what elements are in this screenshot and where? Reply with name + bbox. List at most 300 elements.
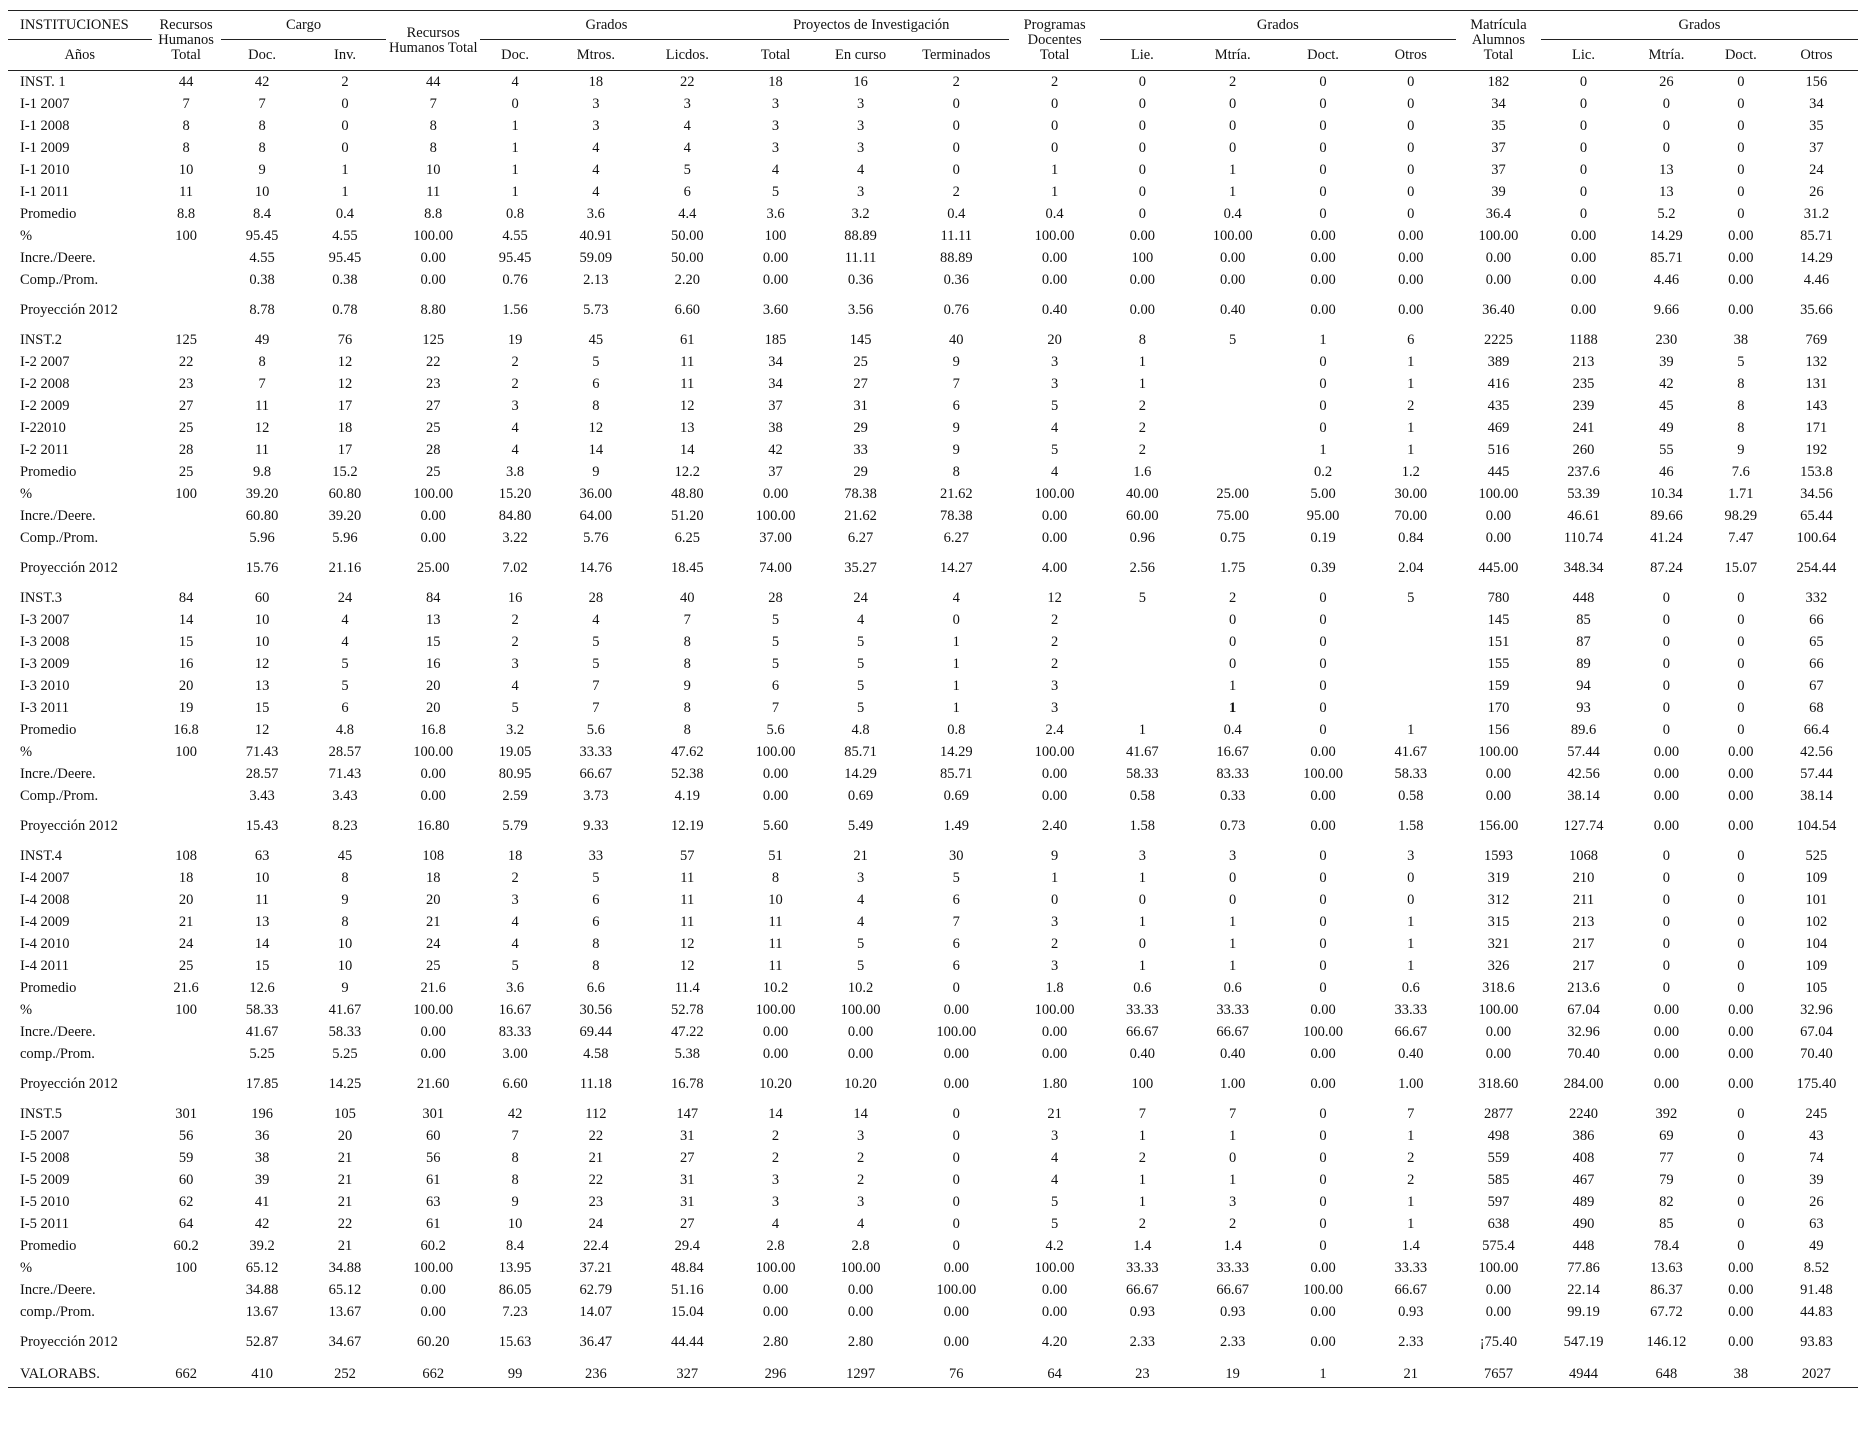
table-cell: 559 [1487,1150,1510,1166]
table-cell: 36 [254,1128,270,1144]
row-label: I-2 2008 [20,376,70,392]
table-row [8,1279,1858,1301]
table-cell: 11.18 [579,1076,612,1092]
table-cell: 6 [952,398,960,414]
table-cell: 11 [680,892,695,908]
table-cell: 31 [853,398,868,414]
table-cell: 2 [1050,936,1059,952]
table-cell: 46 [1659,464,1674,480]
table-cell: 143 [1805,398,1828,414]
table-cell: 36.4 [1485,206,1512,222]
table-cell: 662 [386,1361,480,1388]
row-label: Promedio [20,1238,77,1254]
table-cell: 638 [1487,1216,1510,1232]
table-cell: 0.00 [420,1024,446,1040]
table-cell: 0 [1737,96,1745,112]
table-row [8,955,1858,977]
table-cell: 2 [1138,1150,1146,1166]
table-cell: 2 [1050,612,1059,628]
table-cell: 4.00 [1041,560,1068,576]
table-row [8,587,1858,609]
table-cell: 237.6 [1567,464,1600,480]
table-cell: 12 [680,958,695,974]
row-label: Comp./Prom. [20,788,99,804]
table-cell: 1 [1050,184,1059,200]
row-label: comp./Prom. [20,1046,95,1062]
table-cell: 21.62 [844,508,877,524]
table-cell: 0.00 [1570,302,1597,318]
table-cell: 40 [949,332,964,348]
table-cell: 1 [1407,376,1415,392]
row-label: INST.2 [20,332,63,348]
table-cell: 34.88 [328,1260,362,1276]
table-cell: 1 [1319,442,1327,458]
table-cell: 1 [1138,870,1146,886]
table-cell: 5 [511,958,519,974]
table-cell: 0.38 [332,272,358,288]
table-row [8,763,1858,785]
table-cell: 0 [1319,936,1327,952]
table-cell: 9 [952,420,960,436]
table-cell: 5 [341,656,349,672]
table-cell: 5.73 [583,302,609,318]
table-cell: 4 [952,590,960,606]
table-cell: 30 [949,848,964,864]
row-label: I-4 2007 [20,870,70,886]
header-rh-total-2: Recursos Humanos Total [386,11,480,71]
table-cell: 0 [1662,612,1671,628]
table-cell: 0.00 [1310,272,1336,288]
table-cell: 100.00 [755,1260,796,1276]
table-cell: 0 [1737,140,1745,156]
table-cell: 0.8 [506,206,525,222]
table-cell: 156 [1487,722,1510,738]
table-row [8,653,1858,675]
table-cell: 33.33 [579,744,613,760]
table-cell: 410 [221,1361,304,1388]
table-cell: 0 [1319,420,1327,436]
table-cell: 3 [511,398,519,414]
table-cell: 100 [1131,1076,1154,1092]
table-cell: 0 [1407,892,1415,908]
table-cell: 13.63 [1650,1260,1683,1276]
table-cell: 0.00 [1653,744,1680,760]
table-cell: 8 [258,354,266,370]
table-cell: 8.8 [424,206,443,222]
table-cell: 0 [1319,1128,1327,1144]
table-cell: 37 [1809,140,1824,156]
table-row [8,329,1858,351]
table-cell: 95.45 [328,250,362,266]
table-cell: 2 [1407,1150,1415,1166]
table-cell: 0.36 [847,272,874,288]
table-cell: 0 [1138,936,1146,952]
table-cell: 25 [425,958,441,974]
table-cell: 575.4 [1482,1238,1515,1254]
table-cell: 0 [952,1106,960,1122]
table-cell: 0 [1407,118,1415,134]
table-cell: 0.4 [947,206,966,222]
table-cell: 2225 [1483,332,1513,348]
table-cell: 7 [182,96,190,112]
table-cell: 0 [341,118,349,134]
table-cell: 84.80 [498,508,532,524]
table-cell: 7 [1229,1106,1237,1122]
table-cell: 5.60 [762,818,789,834]
table-cell: 1 [1138,722,1146,738]
table-cell: 10 [254,184,270,200]
row-label: % [20,1260,33,1276]
table-cell: 8.8 [177,206,196,222]
table-cell: 153.8 [1800,464,1833,480]
table-cell: 31 [680,1128,695,1144]
row-label: I-5 2011 [20,1216,69,1232]
header-g3-mtria: Mtría. [1626,40,1707,71]
table-cell: 4.46 [1653,272,1680,288]
table-cell: 0 [952,1194,960,1210]
table-cell: 3 [771,140,780,156]
table-cell: 0 [1138,96,1146,112]
table-cell: 1 [511,118,519,134]
table-row [8,181,1858,203]
table-cell: 7.6 [1731,464,1750,480]
table-cell: 82 [1659,1194,1674,1210]
table-cell: 15 [254,958,270,974]
table-cell: 11 [255,442,270,458]
table-cell: 0 [1319,184,1327,200]
table-cell: 16 [425,656,441,672]
table-cell: 0.00 [1485,1024,1512,1040]
table-cell: 6 [592,892,600,908]
table-cell: 42 [768,442,783,458]
table-cell: 6 [952,936,960,952]
table-cell: 2.04 [1398,560,1424,576]
table-cell: 5 [771,634,780,650]
table-cell: 0.00 [1041,272,1068,288]
table-cell: 6.27 [847,530,874,546]
table-cell: 40 [680,590,695,606]
table-cell: 0 [1319,118,1327,134]
table-cell: 1 [1138,958,1146,974]
table-cell: 0 [1579,206,1588,222]
table-cell: 4 [1050,464,1059,480]
table-cell: 14.29 [844,766,877,782]
table-cell: 5.6 [766,722,785,738]
table-cell: 66.67 [1394,1282,1428,1298]
table-cell: 0.4 [1045,206,1064,222]
table-cell: 66.67 [1216,1024,1249,1040]
table-cell: 12 [1047,590,1062,606]
table-cell: 16 [507,590,523,606]
table-cell: 43 [1809,1128,1824,1144]
table-cell: 9 [1737,442,1745,458]
table-cell: 15.43 [245,818,279,834]
table-cell: 25 [425,464,441,480]
row-label: I-3 2010 [20,678,70,694]
row-label: I-5 2007 [20,1128,70,1144]
table-cell: 12 [254,420,270,436]
table-cell: 5.25 [249,1046,275,1062]
table-cell: 18 [588,74,604,90]
header-g1-licdos: Licdos. [642,40,733,71]
table-cell: 0.00 [1219,250,1246,266]
table-cell: 105 [1805,980,1828,996]
table-cell: 2 [1407,1172,1415,1188]
table-cell: 0.00 [1728,228,1754,244]
table-cell: 11 [179,184,194,200]
table-cell: 80.95 [498,766,532,782]
table-cell: 21.6 [420,980,446,996]
table-cell: 296 [733,1361,818,1388]
table-cell: 2 [1229,1216,1237,1232]
table-cell: 0.93 [1398,1304,1424,1320]
table-cell [152,1065,221,1103]
table-cell: 5.38 [674,1046,700,1062]
table-cell: 4.58 [583,1046,609,1062]
table-cell: 18.45 [670,560,704,576]
table-cell: 2 [1050,74,1059,90]
table-cell: 13 [425,612,441,628]
table-cell: 0 [341,140,349,156]
table-cell [1185,395,1281,417]
table-cell: 14.76 [579,560,613,576]
table-cell: 100.64 [1796,530,1837,546]
table-cell: 6 [592,914,600,930]
table-cell: 4.19 [674,788,700,804]
table-row [8,1191,1858,1213]
table-cell: 5 [511,700,519,716]
header-p-terminados: Terminados [903,40,1009,71]
table-cell: 235 [1572,376,1595,392]
table-cell: 3 [771,96,780,112]
table-cell: 45 [588,332,604,348]
table-cell: 0.36 [943,272,969,288]
table-cell: 3.60 [762,302,789,318]
table-cell: 0 [1319,678,1327,694]
table-cell: 0 [1319,1172,1327,1188]
table-cell: 1 [1050,870,1059,886]
table-cell: 64 [1009,1361,1099,1388]
table-cell: 21.6 [173,980,199,996]
header-anios: Años [8,40,152,71]
table-cell: 7657 [1456,1361,1541,1388]
table-cell: 0 [1579,74,1588,90]
table-cell: 5 [1407,590,1415,606]
table-cell: 4 [511,442,519,458]
table-cell: 5 [856,678,865,694]
table-cell: 0.00 [847,1282,874,1298]
table-cell: 0 [1662,700,1671,716]
table-cell: 39.2 [249,1238,275,1254]
table-cell: 78.38 [939,508,973,524]
table-cell: 0.00 [1310,228,1336,244]
table-cell: 8 [258,118,266,134]
table-row [8,807,1858,845]
table-cell: 0 [1737,958,1745,974]
table-cell: 0 [1319,376,1327,392]
table-cell: 4.20 [1041,1334,1068,1350]
table-cell: 35.27 [844,560,877,576]
table-cell: 27 [425,398,441,414]
table-cell: 35.66 [1800,302,1833,318]
table-cell: 4 [511,420,519,436]
table-cell: 4 [1050,1172,1059,1188]
table-cell: 3 [856,184,865,200]
table-cell: 0.00 [1485,508,1512,524]
table-cell: 1 [1229,678,1237,694]
header-grados-1: Grados [480,11,733,40]
table-cell: 1.4 [1133,1238,1152,1254]
table-cell: 10.20 [844,1076,877,1092]
table-cell: 46.61 [1567,508,1600,524]
table-cell: 101 [1805,892,1828,908]
table-cell: 22 [588,1128,604,1144]
table-cell: 26 [1659,74,1674,90]
table-cell: 0 [1319,206,1327,222]
table-cell: 100.00 [1034,1002,1075,1018]
table-cell: 3 [1138,848,1146,864]
table-cell: 0 [1579,162,1588,178]
table-cell: 41.24 [1650,530,1683,546]
row-label: I-4 2009 [20,914,70,930]
table-cell: 0 [1737,678,1745,694]
table-cell: 25 [853,354,868,370]
table-cell: 9.33 [583,818,609,834]
table-cell: 5 [683,162,691,178]
table-cell: 3.2 [506,722,525,738]
table-cell: 22 [680,74,695,90]
table-cell: 39.20 [245,486,279,502]
table-cell: 469 [1487,420,1510,436]
table-row [8,439,1858,461]
table-cell: 1 [1407,722,1415,738]
table-cell: 2.13 [583,272,609,288]
table-cell: 30.56 [579,1002,613,1018]
table-cell: 10 [768,892,783,908]
table-cell: 1188 [1569,332,1598,348]
table-cell: 217 [1572,958,1595,974]
table-cell: 45 [337,848,353,864]
table-cell: 0.00 [1041,788,1068,804]
table-cell: 10 [507,1216,523,1232]
row-label: I-1 2009 [20,140,70,156]
table-cell: 445 [1487,464,1510,480]
table-cell: 63 [425,1194,441,1210]
table-cell: 22 [588,1172,604,1188]
table-cell: 0.00 [1310,1304,1336,1320]
table-cell: 98.29 [1724,508,1758,524]
table-cell: 78.4 [1653,1238,1680,1254]
table-cell: 4 [592,140,600,156]
table-cell: 47.22 [670,1024,704,1040]
table-cell: 8 [592,398,600,414]
table-cell: 12 [680,398,695,414]
table-cell: 0.40 [1219,302,1246,318]
table-cell: 8 [429,118,437,134]
table-cell: 1 [341,162,349,178]
table-cell: 0 [1138,162,1146,178]
table-cell: 159 [1487,678,1510,694]
table-cell: 1 [1319,332,1327,348]
table-cell: 648 [1626,1361,1707,1388]
table-cell: 0.00 [847,1304,874,1320]
table-cell: 0.69 [943,788,969,804]
table-cell: 24 [588,1216,604,1232]
table-cell: 0 [1319,1238,1327,1254]
table-cell: 3 [856,870,865,886]
table-cell: 14.27 [939,560,973,576]
table-cell: 0 [1407,140,1415,156]
table-cell: 100.00 [1478,486,1519,502]
table-cell: 1.58 [1398,818,1424,834]
table-cell: 0 [1138,118,1146,134]
table-cell: 6 [592,376,600,392]
table-cell [152,505,221,527]
table-cell: 0.00 [1219,272,1246,288]
table-cell: 1 [1281,1361,1366,1388]
table-cell: 100.00 [1478,744,1519,760]
table-cell: 332 [1805,590,1828,606]
table-cell: 17.85 [245,1076,279,1092]
table-cell: 7.23 [502,1304,528,1320]
table-cell: 182 [1487,74,1510,90]
table-cell: 3.6 [586,206,605,222]
table-cell: 13.95 [498,1260,532,1276]
table-row [8,247,1858,269]
table-cell: 2.33 [1219,1334,1246,1350]
table-cell: 0.00 [420,766,446,782]
table-cell: 448 [1572,590,1595,606]
table-cell: 1 [1138,354,1146,370]
table-cell: 15.07 [1724,560,1758,576]
header-programas: Programas Docentes Total [1009,11,1099,71]
table-cell: 125 [175,332,197,348]
table-cell: 0 [1737,1172,1745,1188]
table-cell: 0 [1737,656,1745,672]
table-cell: 16 [853,74,868,90]
row-label: I-3 2007 [20,612,70,628]
table-row [8,115,1858,137]
table-cell: 4.55 [332,228,358,244]
table-cell: 8 [771,870,780,886]
table-cell: 0 [1737,892,1745,908]
table-cell: 60.2 [420,1238,446,1254]
table-cell: 100 [175,486,197,502]
table-cell: 0.00 [1728,272,1754,288]
table-cell: 108 [422,848,445,864]
table-cell: 0.00 [943,1304,969,1320]
table-cell: 28.57 [245,766,279,782]
table-cell: 0 [1229,634,1237,650]
row-label: INST. 1 [20,74,66,90]
table-cell: 15.63 [498,1334,532,1350]
table-cell: 4 [511,936,519,952]
table-cell: 89.66 [1650,508,1683,524]
table-cell: 2.59 [502,788,528,804]
table-cell: 8 [592,936,600,952]
table-cell: 0.00 [1398,272,1424,288]
table-cell: 0.00 [1310,788,1336,804]
table-cell [1100,697,1185,719]
table-cell: 662 [152,1361,221,1388]
table-cell: 7 [771,700,780,716]
table-cell: 14.07 [579,1304,613,1320]
table-cell: 0 [1737,74,1745,90]
table-cell: 0 [1229,892,1237,908]
table-row [8,845,1858,867]
table-cell: 0 [1737,700,1745,716]
table-cell: 0.00 [1485,1304,1512,1320]
